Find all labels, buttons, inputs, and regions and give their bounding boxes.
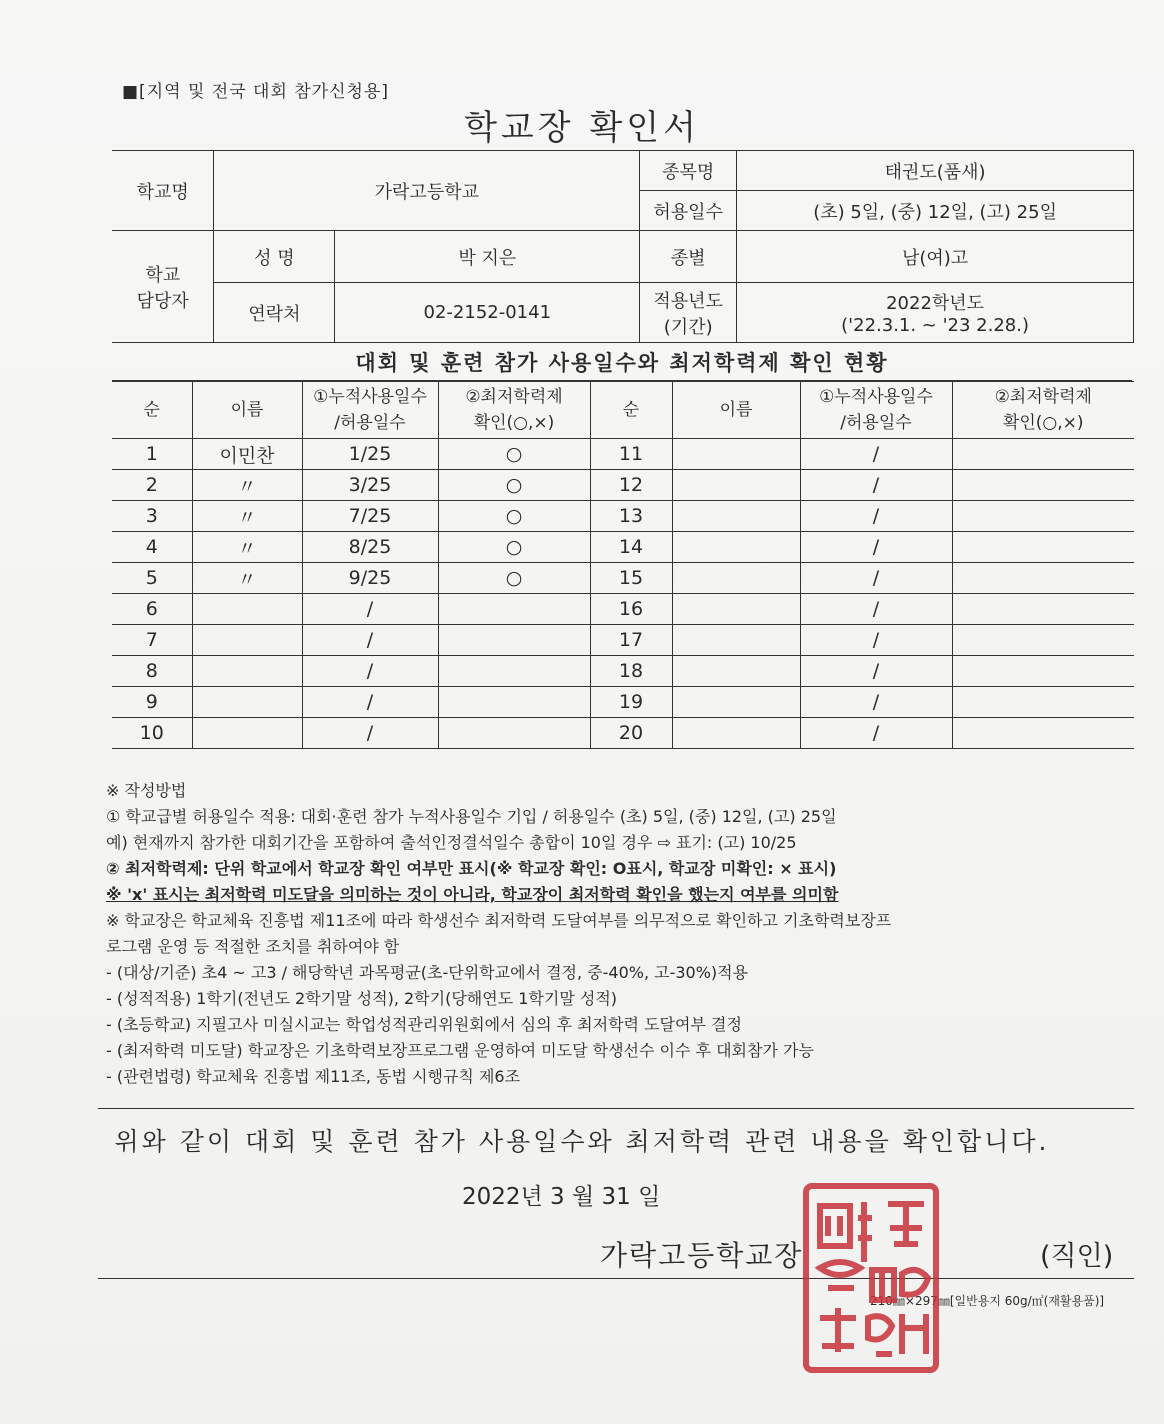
note-line: 예) 현재까지 참가한 대회기간을 포함하여 출석인정결석일수 총합이 10일 경우 ⇨ 표기: (고) 10/25 [106, 833, 797, 852]
row-days-cell: / [800, 718, 952, 749]
row-name-cell [672, 718, 800, 749]
col-check-header-right-line2: 확인(○,×) [1002, 413, 1084, 433]
row-name-cell: 〃 [192, 501, 302, 532]
row-number-cell: 20 [590, 718, 672, 749]
row-number-cell: 4 [112, 532, 192, 563]
row-name-cell [672, 625, 800, 656]
col-name-header-right: 이름 [672, 382, 800, 439]
year-value [737, 283, 1134, 343]
event-value: 태권도(품새) [737, 151, 1134, 191]
row-check-cell [438, 718, 590, 749]
manager-label [112, 231, 214, 343]
principal-signature-line: 가락고등학교장 [600, 1239, 804, 1272]
col-days-header [302, 382, 438, 439]
official-seal-stamp-icon [798, 1178, 944, 1378]
note-line: ※ 'x' 표시는 최저학력 미도달을 의미하는 것이 아니라, 학교장이 최저학력 확인을 했는지 여부를 의미함 [106, 885, 839, 904]
section-title: 대회 및 훈련 참가 사용일수와 최저학력제 확인 현황 [112, 346, 1132, 381]
participation-table [112, 381, 1134, 749]
row-check-cell [952, 687, 1134, 718]
note-line: - (최저학력 미도달) 학교장은 기초학력보장프로그램 운영하여 미도달 학생선수 이수 후 대회참가 가능 [106, 1041, 814, 1060]
name-label: 성 명 [214, 231, 335, 283]
row-name-cell [672, 439, 800, 470]
row-number-cell: 10 [112, 718, 192, 749]
row-days-cell: 8/25 [302, 532, 438, 563]
year-value-line2: ('22.3.1. ~ '23 2.28.) [841, 315, 1030, 336]
row-days-cell: / [302, 718, 438, 749]
row-number-cell: 15 [590, 563, 672, 594]
row-days-cell: / [302, 625, 438, 656]
row-check-cell: ○ [438, 563, 590, 594]
col-check-header-line1: ②최저학력제 [465, 387, 563, 407]
row-check-cell: ○ [438, 439, 590, 470]
note-line: ② 최저학력제: 단위 학교에서 학교장 확인 여부만 표시(※ 학교장 확인: O표시, 학교장 미확인: × 표시) [106, 859, 837, 878]
row-days-cell: / [302, 594, 438, 625]
row-check-cell [952, 656, 1134, 687]
divider-top [98, 1108, 1134, 1109]
row-number-cell: 2 [112, 470, 192, 501]
table-row [112, 501, 1134, 532]
col-no-header-right: 순 [590, 382, 672, 439]
row-name-cell [672, 656, 800, 687]
row-name-cell [672, 594, 800, 625]
year-label-line1: 적용년도 [653, 290, 723, 312]
row-number-cell: 14 [590, 532, 672, 563]
row-check-cell [952, 532, 1134, 563]
divider-bottom [98, 1278, 1134, 1279]
row-number-cell: 12 [590, 470, 672, 501]
row-name-cell: 이민찬 [192, 439, 302, 470]
table-row [112, 470, 1134, 501]
row-name-cell [192, 656, 302, 687]
row-check-cell [952, 501, 1134, 532]
note-line: ※ 작성방법 [106, 781, 187, 800]
row-number-cell: 19 [590, 687, 672, 718]
row-number-cell: 7 [112, 625, 192, 656]
participation-table-body [112, 439, 1134, 749]
row-number-cell: 17 [590, 625, 672, 656]
row-number-cell: 16 [590, 594, 672, 625]
paper-spec: 210㎜×297㎜[일반용지 60g/㎡(재활용품)] [870, 1294, 1105, 1308]
col-check-header [438, 382, 590, 439]
table-row [112, 594, 1134, 625]
table-row [112, 687, 1134, 718]
row-check-cell [952, 718, 1134, 749]
row-days-cell: / [800, 532, 952, 563]
event-label: 종목명 [640, 151, 737, 191]
row-check-cell [438, 625, 590, 656]
row-check-cell [952, 594, 1134, 625]
table-row [112, 532, 1134, 563]
row-days-cell: / [800, 470, 952, 501]
row-number-cell: 9 [112, 687, 192, 718]
row-name-cell: 〃 [192, 532, 302, 563]
col-days-header-right [800, 382, 952, 439]
row-days-cell: 9/25 [302, 563, 438, 594]
row-check-cell [952, 439, 1134, 470]
row-number-cell: 18 [590, 656, 672, 687]
year-label [640, 283, 737, 343]
table-row [112, 718, 1134, 749]
row-number-cell: 5 [112, 563, 192, 594]
note-line: 로그램 운영 등 적절한 조치를 취하여야 함 [106, 937, 400, 956]
table-row [112, 625, 1134, 656]
note-line: ※ 학교장은 학교체육 진흥법 제11조에 따라 학생선수 최저학력 도달여부를 의무적으로 확인하고 기초학력보장프 [106, 911, 892, 930]
col-days-header-right-line1: ①누적사용일수 [819, 387, 933, 407]
row-check-cell [438, 594, 590, 625]
note-line: - (대상/기준) 초4 ~ 고3 / 해당학년 과목평균(초-단위학교에서 결정, 중-40%, 고-30%)적용 [106, 963, 749, 982]
contact-label: 연락처 [214, 283, 335, 343]
table-row [112, 656, 1134, 687]
row-check-cell [438, 687, 590, 718]
row-number-cell: 1 [112, 439, 192, 470]
row-days-cell: / [302, 656, 438, 687]
row-name-cell [672, 532, 800, 563]
row-days-cell: / [302, 687, 438, 718]
row-name-cell [672, 687, 800, 718]
row-check-cell [952, 563, 1134, 594]
col-days-header-line1: ①누적사용일수 [313, 387, 427, 407]
row-name-cell [192, 625, 302, 656]
row-days-cell: / [800, 687, 952, 718]
gender-label: 종별 [640, 231, 737, 283]
row-name-cell: 〃 [192, 563, 302, 594]
row-number-cell: 13 [590, 501, 672, 532]
official-seal-label: (직인) [1040, 1241, 1114, 1272]
col-name-header: 이름 [192, 382, 302, 439]
row-number-cell: 8 [112, 656, 192, 687]
row-days-cell: / [800, 563, 952, 594]
row-name-cell: 〃 [192, 470, 302, 501]
row-days-cell: 3/25 [302, 470, 438, 501]
row-days-cell: / [800, 501, 952, 532]
col-check-header-right [952, 382, 1134, 439]
row-days-cell: / [800, 594, 952, 625]
row-name-cell [192, 718, 302, 749]
name-value: 박 지은 [335, 231, 640, 283]
row-name-cell [672, 470, 800, 501]
row-check-cell: ○ [438, 501, 590, 532]
row-days-cell: 7/25 [302, 501, 438, 532]
row-days-cell: 1/25 [302, 439, 438, 470]
row-check-cell: ○ [438, 470, 590, 501]
year-label-line2: (기간) [663, 316, 713, 338]
year-value-line1: 2022학년도 [886, 293, 985, 314]
row-name-cell [192, 594, 302, 625]
school-value: 가락고등학교 [214, 151, 640, 231]
row-number-cell: 3 [112, 501, 192, 532]
row-check-cell [438, 656, 590, 687]
col-check-header-line2: 확인(○,×) [473, 413, 555, 433]
row-name-cell [192, 687, 302, 718]
col-days-header-line2: /허용일수 [334, 413, 406, 433]
table-row [112, 563, 1134, 594]
issue-date: 2022년 3 월 31 일 [462, 1184, 661, 1210]
contact-value: 02-2152-0141 [335, 283, 640, 343]
note-line: - (성적적용) 1학기(전년도 2학기말 성적), 2학기(당해연도 1학기말 성적) [106, 989, 618, 1008]
writing-instructions [106, 778, 1146, 1090]
note-line: - (관련법령) 학교체육 진흥법 제11조, 동법 시행규칙 제6조 [106, 1067, 521, 1086]
manager-label-line1: 학교 [145, 264, 181, 286]
table-row [112, 439, 1134, 470]
row-days-cell: / [800, 625, 952, 656]
row-number-cell: 11 [590, 439, 672, 470]
form-usage-note: ■[지역 및 전국 대회 참가신청용] [122, 82, 390, 102]
confirmation-statement: 위와 같이 대회 및 훈련 참가 사용일수와 최저학력 관련 내용을 확인합니다. [114, 1127, 1050, 1156]
info-table [112, 150, 1134, 343]
row-check-cell [952, 470, 1134, 501]
school-label: 학교명 [112, 151, 214, 231]
row-name-cell [672, 563, 800, 594]
allowed-days-label: 허용일수 [640, 191, 737, 231]
note-line: ① 학교급별 허용일수 적용: 대회·훈련 참가 누적사용일수 기입 / 허용일수 (초) 5일, (중) 12일, (고) 25일 [106, 807, 837, 826]
col-days-header-right-line2: /허용일수 [840, 413, 912, 433]
row-days-cell: / [800, 656, 952, 687]
col-no-header: 순 [112, 382, 192, 439]
row-name-cell [672, 501, 800, 532]
col-check-header-right-line1: ②최저학력제 [994, 387, 1092, 407]
gender-value: 남(여)고 [737, 231, 1134, 283]
row-days-cell: / [800, 439, 952, 470]
allowed-days-value: (초) 5일, (중) 12일, (고) 25일 [737, 191, 1134, 231]
manager-label-line2: 담당자 [136, 290, 189, 312]
row-check-cell [952, 625, 1134, 656]
row-number-cell: 6 [112, 594, 192, 625]
row-check-cell: ○ [438, 532, 590, 563]
document-title: 학교장 확인서 [464, 108, 700, 148]
note-line: - (초등학교) 지필고사 미실시교는 학업성적관리위원회에서 심의 후 최저학력 도달여부 결정 [106, 1015, 742, 1034]
